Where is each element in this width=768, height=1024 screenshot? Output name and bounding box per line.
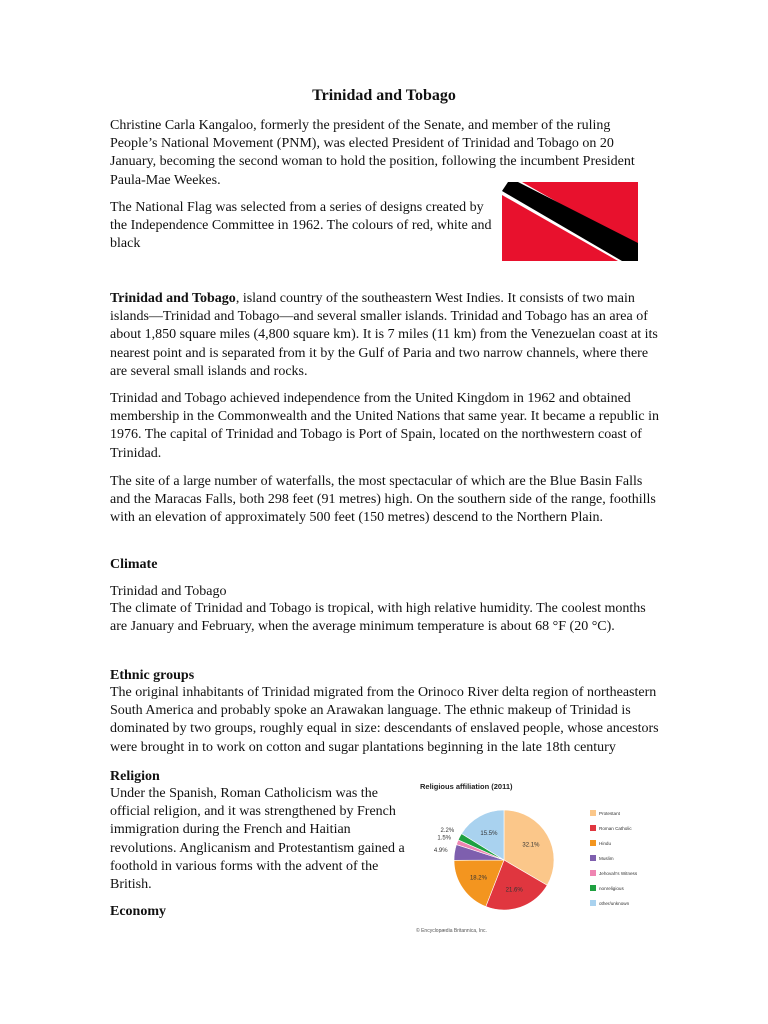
legend-label: other/unknown bbox=[599, 901, 630, 906]
religion-pie-chart bbox=[412, 776, 638, 936]
pie-data-label: 32.1% bbox=[522, 842, 540, 849]
intro-paragraph: Christine Carla Kangaloo, formerly the president of the Senate, and member of the ruling People’s National Movement (PNM), was elected President of Trinidad and Tobago on 20 January, becoming the second woman to hold the position, following the incumbent President Paula-Mae Weekes. bbox=[110, 118, 635, 188]
flag-paragraph: The National Flag was selected from a series of designs created by the Independence Committee in 1962. The colours of red, white and black bbox=[110, 200, 492, 252]
legend-label: Protestant bbox=[599, 811, 620, 816]
trinidad-flag-image bbox=[502, 182, 638, 261]
climate-heading: Climate bbox=[110, 557, 158, 572]
religion-heading: Religion bbox=[110, 769, 160, 784]
legend-swatch bbox=[590, 840, 596, 846]
pie-slices bbox=[454, 810, 554, 910]
pie-data-label: 18.2% bbox=[469, 875, 487, 882]
legend-swatch bbox=[590, 855, 596, 861]
climate-subheading: Trinidad and Tobago bbox=[110, 584, 227, 599]
legend-swatch bbox=[590, 885, 596, 891]
religion-paragraph: Under the Spanish, Roman Catholicism was the official religion, and it was strengthened by French immigration during the French and Haitian revolutions. Anglicanism and Protestantism gained a foothold in various forms with the advent of the British. bbox=[110, 786, 405, 893]
economy-heading: Economy bbox=[110, 904, 166, 919]
pie-data-label: 21.6% bbox=[505, 887, 523, 894]
climate-paragraph: The climate of Trinidad and Tobago is tropical, with high relative humidity. The coolest months are January and February, when the average minimum temperature is about 68 °F (20 °C). bbox=[110, 601, 646, 635]
independence-paragraph: Trinidad and Tobago achieved independence from the United Kingdom in 1962 and obtained membership in the Commonwealth and the United Nations that same year. It became a republic in 1976. The capital of Trinidad and Tobago is Port of Spain, located on the northwestern coast of Trinidad. bbox=[110, 391, 659, 461]
ethnic-heading: Ethnic groups bbox=[110, 668, 195, 683]
legend-swatch bbox=[590, 900, 596, 906]
legend-swatch bbox=[590, 810, 596, 816]
chart-credit: © Encyclopædia Britannica, Inc. bbox=[416, 928, 487, 934]
ethnic-paragraph: The original inhabitants of Trinidad migrated from the Orinoco River delta region of northeastern South America and probably spoke an Arawakan language. The ethnic makeup of Trinidad is dominated by two groups, roughly equal in size: descendants of enslaved people, whose ancestors were brought in to work on cotton and sugar plantations beginning in the late 18th century bbox=[110, 685, 659, 755]
pie-data-label: 1.5% bbox=[437, 835, 452, 842]
chart-legend bbox=[590, 810, 638, 906]
pie-data-label: 2.2% bbox=[440, 828, 455, 835]
legend-label: nonreligious bbox=[599, 886, 624, 891]
legend-label: Roman Catholic bbox=[599, 826, 632, 831]
legend-swatch bbox=[590, 825, 596, 831]
overview-rest: , island country of the southeastern West Indies. It consists of two main islands—Trinidad and Tobago—and several smaller islands. Trinidad and Tobago has an area of about 1,850 square miles (4,800 square km). It is 7 miles (11 km) from the Venezuelan coast at its nearest point and is separated from it by the Gulf of Paria and two narrow channels, where there are several small islands and rocks. bbox=[110, 291, 658, 379]
overview-paragraph bbox=[110, 290, 660, 381]
chart-title: Religious affiliation (2011) bbox=[420, 782, 513, 791]
legend-label: Jehovah's Witness bbox=[599, 871, 638, 876]
pie-data-label: 4.9% bbox=[433, 848, 448, 855]
waterfalls-paragraph: The site of a large number of waterfalls, the most spectacular of which are the Blue Basin Falls and the Maracas Falls, both 298 feet (91 metres) high. On the southern side of the range, foothills with an elevation of approximately 500 feet (150 metres) descend to the Northern Plain. bbox=[110, 474, 656, 526]
legend-label: Muslim bbox=[599, 856, 614, 861]
pie-data-label: 15.5% bbox=[480, 830, 498, 837]
legend-label: Hindu bbox=[599, 841, 612, 846]
overview-lead: Trinidad and Tobago bbox=[110, 291, 236, 306]
page-title: Trinidad and Tobago bbox=[312, 87, 456, 104]
legend-swatch bbox=[590, 870, 596, 876]
